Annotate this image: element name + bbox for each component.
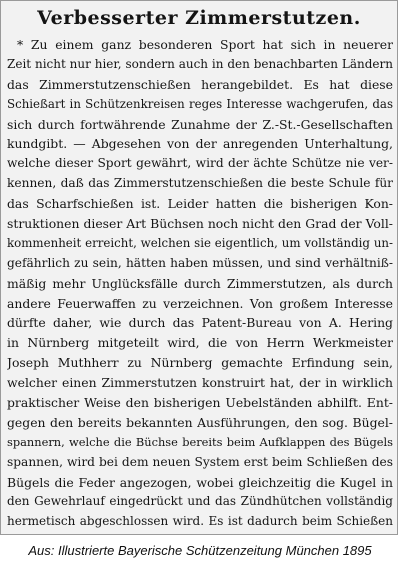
article-line: gefährlich zu sein, hätten haben müssen, und sind verhältniß- <box>7 255 393 270</box>
article-line: das Zimmerstutzenschießen herangebildet. Es hat diese <box>7 76 393 92</box>
article-line: kundgibt. — Abgesehen von der anregenden Unterhaltung, <box>7 136 393 152</box>
article-line: sich durch fortwährende Zunahme der Z.-St.-Gesellschaften <box>7 116 393 132</box>
article-title: Verbesserter Zimmerstutzen. <box>37 7 361 29</box>
article-line: Joseph Muthherr zu Nürnberg gemachte Erfindung sein, <box>7 355 393 371</box>
article-line: * Zu einem ganz besonderen Sport hat sich in neuerer <box>17 37 393 52</box>
article-line: Bügels die Feder angezogen, wobei gleichzeitig die Kugel in <box>7 474 393 490</box>
article-line: struktionen dieser Art Büchsen noch nicht den Grad der Voll- <box>7 216 393 232</box>
article-line: das Scharfschießen ist. Leider hatten die bisherigen Kon- <box>7 196 393 212</box>
article-line: praktischer Weise den bisherigen Uebelständen abhilft. Ent- <box>7 395 393 411</box>
article-line: in Nürnberg mitgeteilt wird, die von Herrn Werkmeister <box>7 335 393 351</box>
article-line: Zeit nicht nur hier, sondern auch in den benachbarten Ländern <box>7 56 393 71</box>
article-line: welcher einen Zimmerstutzen konstruirt hat, der in wirklich <box>7 375 393 391</box>
article-line: dürfte daher, wie durch das Patent-Bureau von A. Hering <box>7 315 393 331</box>
article-line: Schießart in Schützenkreisen reges Interesse wachgerufen, das <box>7 96 393 111</box>
article-line: mäßig mehr Unglücksfälle durch Zimmerstutzen, als durch <box>7 275 393 291</box>
article-body <box>7 35 393 535</box>
article-line: spannen, wird bei dem neuen System erst beim Schließen des <box>7 454 393 469</box>
article-line: andere Feuerwaffen zu verzeichnen. Von großem Interesse <box>7 295 393 311</box>
article-line: hermetisch abgeschlossen wird. Es ist dadurch beim Schießen <box>7 514 393 529</box>
article-line: kennen, daß das Zimmerstutzenschießen die beste Schule für <box>7 176 393 191</box>
article-line <box>7 532 393 535</box>
article-line: welche dieser Sport gewährt, wird der ächte Schütze nie ver- <box>7 156 393 171</box>
article-line: kommenheit erreicht, welchen sie eigentlich, um vollständig un- <box>7 235 393 250</box>
article-line: den Gewehrlauf eingedrückt und das Zündhütchen vollständig <box>7 494 393 509</box>
article-line: spannern, welche die Büchse bereits beim Aufklappen des Bügels <box>7 434 393 449</box>
article-line: gegen den bereits bekannten Ausführungen, den sog. Bügel- <box>7 414 393 430</box>
source-caption: Aus: Illustrierte Bayerische Schützenzeitung München 1895 <box>28 543 372 558</box>
